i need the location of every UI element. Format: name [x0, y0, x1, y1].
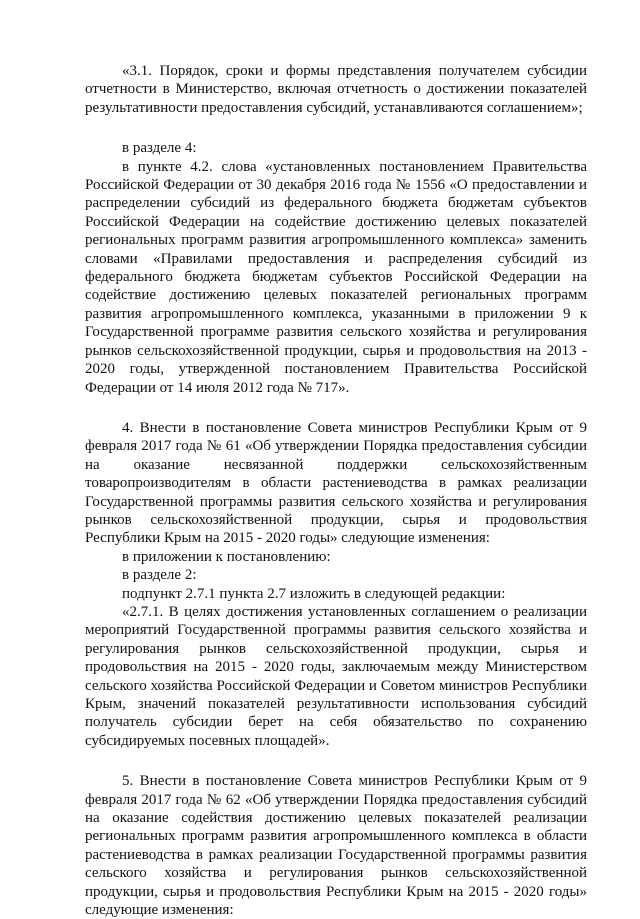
paragraph-item-4: 4. Внести в постановление Совета министров Республики Крым от 9 февраля 2017 года № 61 «Об утверждении Порядка предоставления субсидии на оказание несвязанной поддержки сельскохозяйственным товаропроизводителям в области растениеводства в рамках реализации Государственной программы развития сельского хозяйства и регулирования рынков сельскохозяйственной продукции, сырья и продовольствия Республики Крым на 2015 - 2020 годы» следующие изменения:	[85, 419, 587, 547]
paragraph-point-4-2: в пункте 4.2. слова «установленных постановлением Правительства Российской Федерации от 30 декабря 2016 года № 1556 «О предоставлении и распределении субсидий из федерального бюджета бюджетам субъектов Российской Федерации на содействие достижению целевых показателей региональных программ развития агропромышленного комплекса» заменить словами «Правилами предоставления и распределения субсидий из федерального бюджета бюджетам субъектов Российской Федерации на содействие достижению целевых показателей региональных программ развития агропромышленного комплекса, указанными в приложении 9 к Государственной программе развития сельского хозяйства и регулирования рынков сельскохозяйственной продукции, сырья и продовольствия на 2013 - 2020 годы, утвержденной постановлением Правительства Российской Федерации от 14 июля 2012 года № 717».	[85, 158, 587, 396]
paragraph-3-1-reporting: «3.1. Порядок, сроки и формы представления получателем субсидии отчетности в Министерство, включая отчетность о достижении показателей результативности предоставления субсидий, устанавливаются соглашением»;	[85, 63, 587, 116]
paragraph-section-4: в разделе 4:	[122, 140, 197, 157]
paragraph-gap	[85, 397, 587, 419]
document-page	[85, 62, 587, 919]
paragraph-gap	[85, 750, 587, 772]
paragraph-gap	[85, 117, 587, 139]
paragraph-2-7-1-text: «2.7.1. В целях достижения установленных соглашением о реализации мероприятий Государственной программы развития сельского хозяйства и регулирования рынков сельскохозяйственной продукции, сырья и продовольствия на 2015 - 2020 годы, заключаемым между Министерством сельского хозяйства Российской Федерации и Советом министров Республики Крым, значений показателей результативности использования субсидий получатель субсидии берет на себя обязательство по сохранению субсидируемых посевных площадей».	[85, 603, 587, 749]
paragraph-item-5: 5. Внести в постановление Совета министров Республики Крым от 9 февраля 2017 года № 62 «Об утверждении Порядка предоставления субсидий на оказание содействия достижению целевых показателей реализации региональных программ развития агропромышленного комплекса в области растениеводства в рамках реализации Государственной программы развития сельского хозяйства и регулирования рынков сельскохозяйственной продукции, сырья и продовольствия Республики Крым на 2015 - 2020 годы» следующие изменения:	[85, 773, 587, 919]
paragraph-annex: в приложении к постановлению:	[122, 548, 331, 565]
paragraph-subpoint-2-7-1: подпункт 2.7.1 пункта 2.7 изложить в следующей редакции:	[122, 585, 506, 602]
paragraph-section-2: в разделе 2:	[122, 567, 197, 584]
